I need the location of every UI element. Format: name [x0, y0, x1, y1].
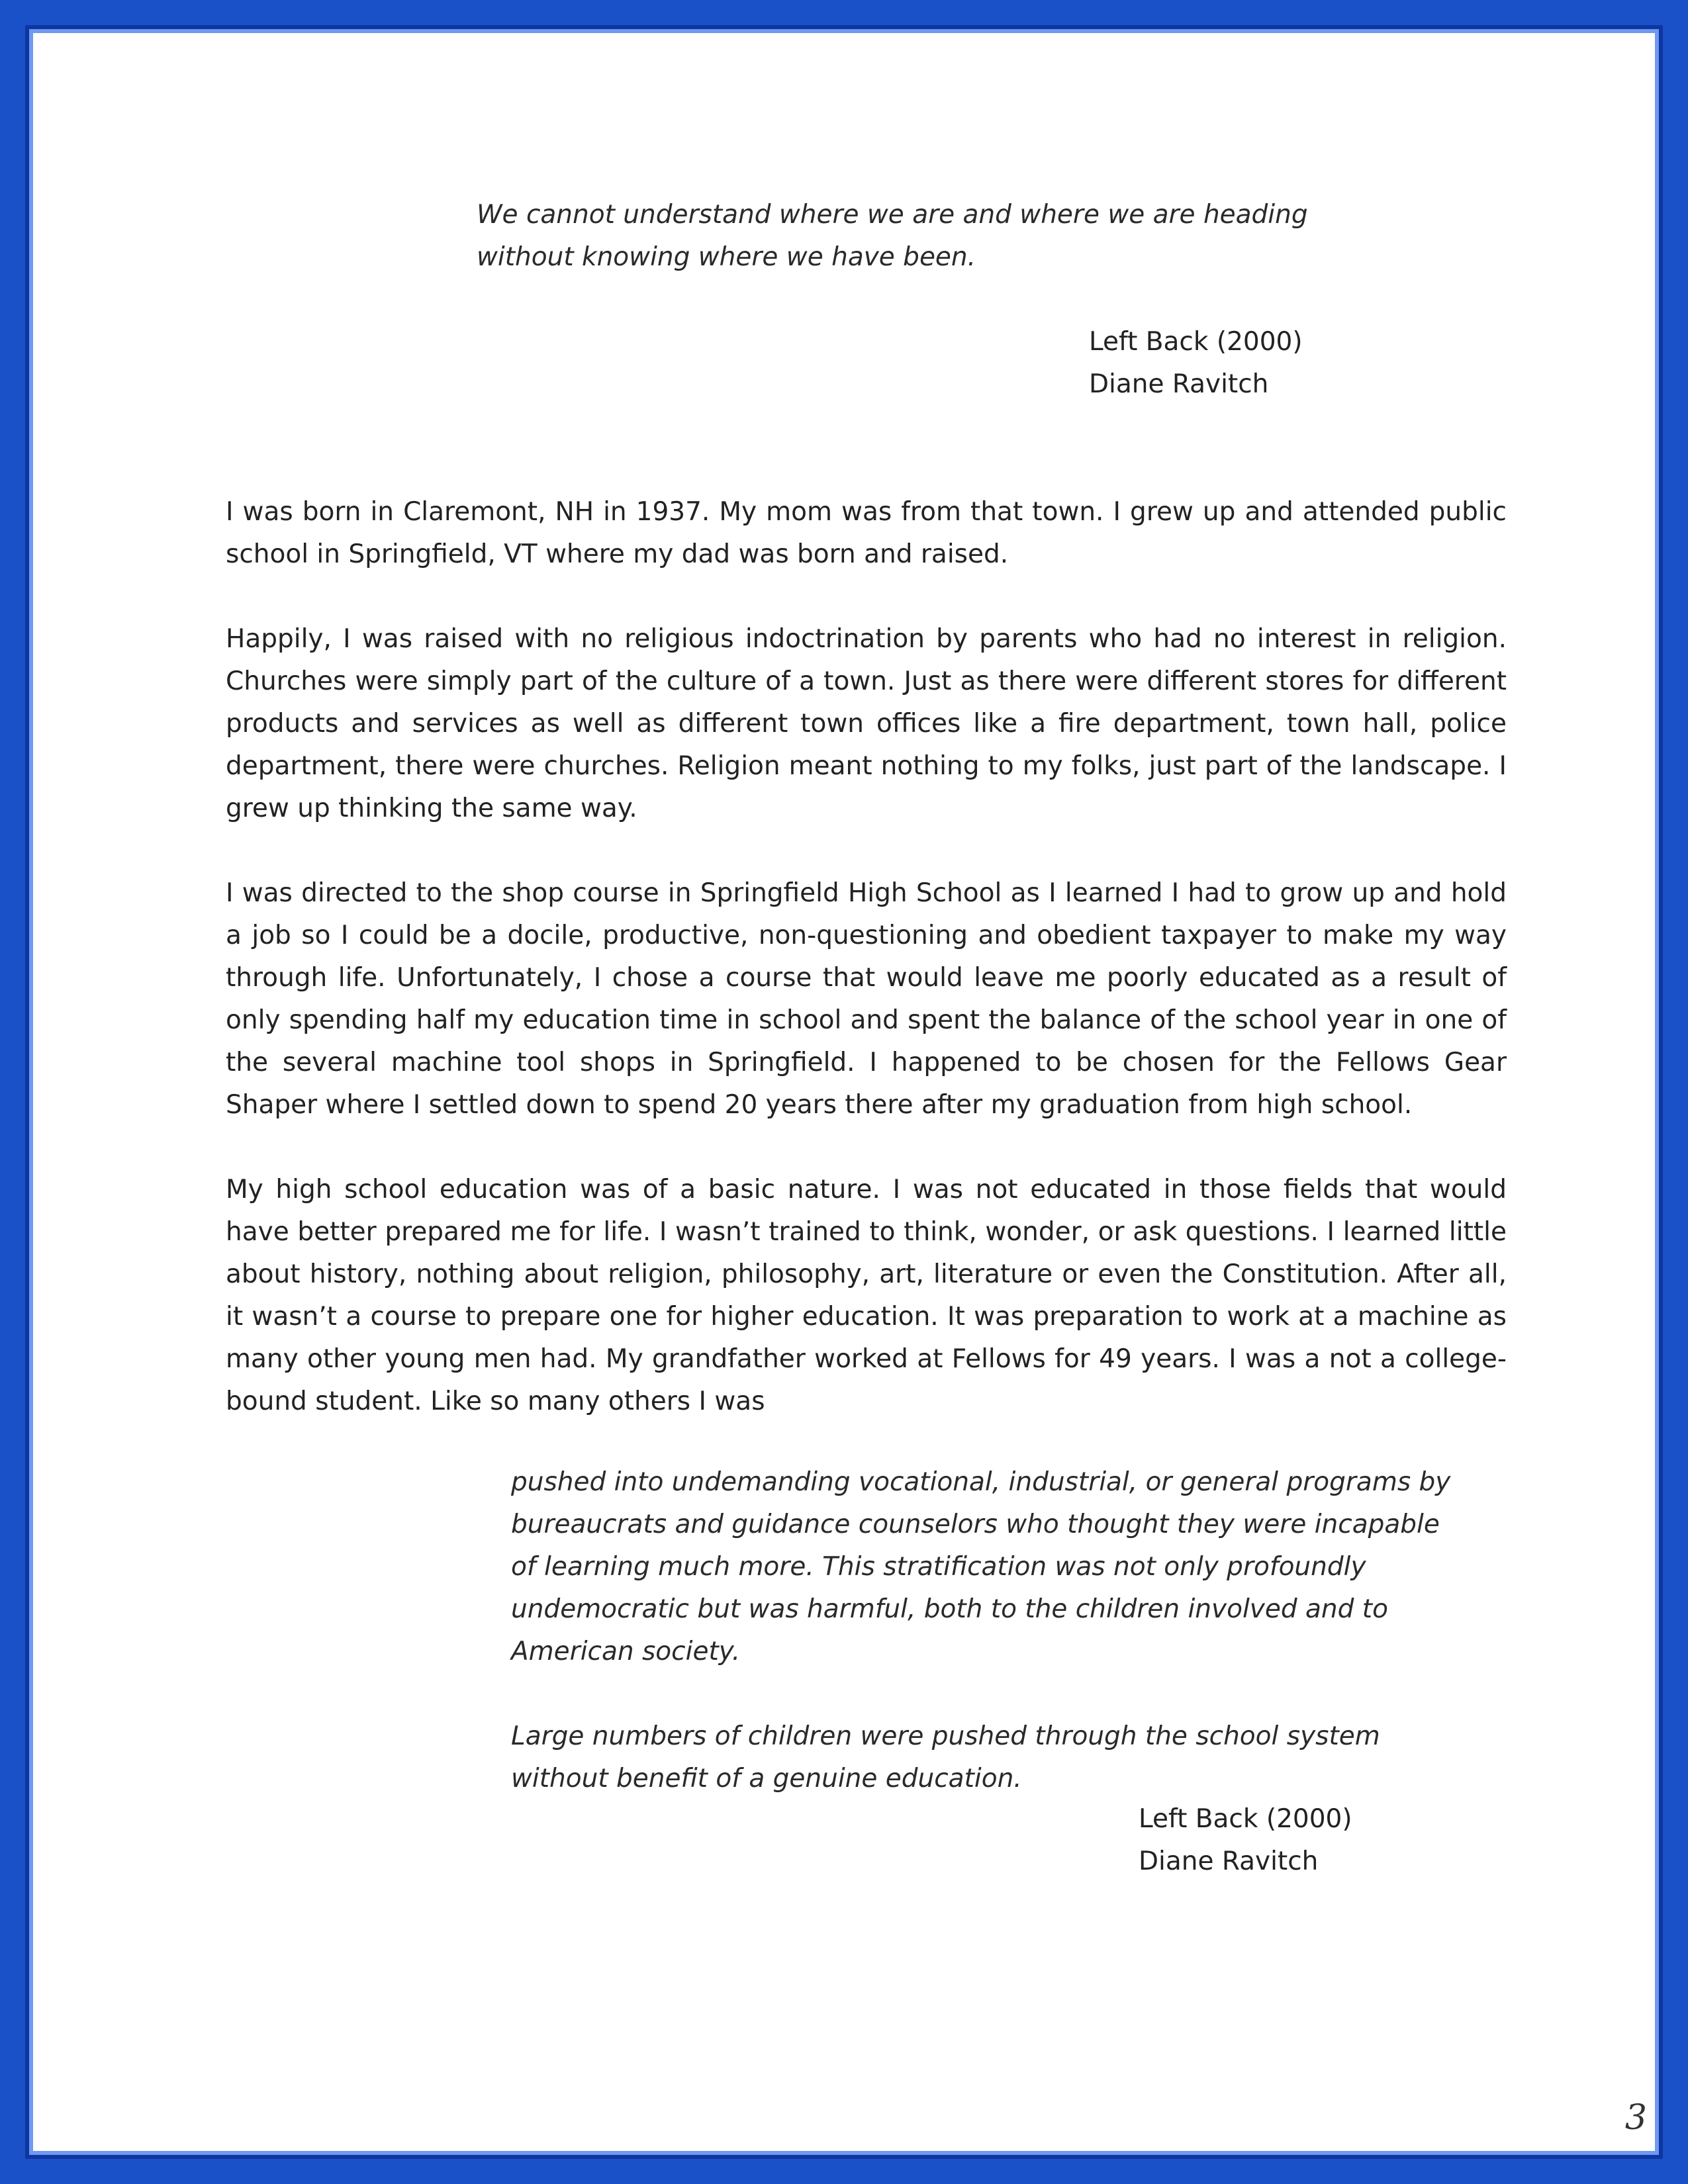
block-quote	[511, 1461, 1464, 1800]
page-number: 3	[1624, 2098, 1647, 2138]
epigraph-attribution	[1089, 321, 1303, 406]
block-quote-source: Left Back (2000)	[1139, 1804, 1352, 1834]
epigraph-quote	[477, 194, 1367, 279]
paragraph: My high school education was of a basic nature. I was not educated in those fields that would have better prepared me for life. I wasn’t trained to think, wonder, or ask questions. I learned little about history, nothing about religion, philosophy, art, literature or even the Constitution. After all, it wasn’t a course to prepare one for higher education. It was preparation to work at a machine as many other young men had. My grandfather worked at Fellows for 49 years. I was a not a college-bound student. Like so many others I was	[226, 1175, 1507, 1416]
epigraph-source: Left Back (2000)	[1089, 327, 1303, 357]
paragraph: I was born in Claremont, NH in 1937. My mom was from that town. I grew up and attended public school in Springfield, VT where my dad was born and raised.	[226, 497, 1507, 569]
paragraph: I was directed to the shop course in Springfield High School as I learned I had to grow up and hold a job so I could be a docile, productive, non-questioning and obedient taxpayer to make my way through life. Unfortunately, I chose a course that would leave me poorly educated as a result of only spending half my education time in school and spent the balance of the school year in one of the several machine tool shops in Springfield. I happened to be chosen for the Fellows Gear Shaper where I settled down to spend 20 years there after my graduation from high school.	[226, 878, 1507, 1120]
block-quote-paragraph: Large numbers of children were pushed through the school system without benefit of a genuine education.	[511, 1721, 1380, 1794]
body-text	[226, 491, 1507, 1423]
epigraph-author: Diane Ravitch	[1089, 369, 1269, 399]
block-quote-author: Diane Ravitch	[1139, 1846, 1319, 1876]
epigraph-text: We cannot understand where we are and where we are heading without knowing where we have been.	[477, 200, 1308, 272]
block-quote-paragraph: pushed into undemanding vocational, industrial, or general programs by bureaucrats and guidance counselors who thought they were incapable of learning much more. This stratification was not only profoundly undemocratic but was harmful, both to the children involved and to American society.	[511, 1467, 1451, 1666]
paragraph: Happily, I was raised with no religious indoctrination by parents who had no interest in religion. Churches were simply part of the culture of a town. Just as there were different stores for different products and services as well as different town offices like a fire department, town hall, police department, there were churches. Religion meant nothing to my folks, just part of the landscape. I grew up thinking the same way.	[226, 624, 1507, 823]
block-quote-attribution	[1139, 1798, 1352, 1883]
